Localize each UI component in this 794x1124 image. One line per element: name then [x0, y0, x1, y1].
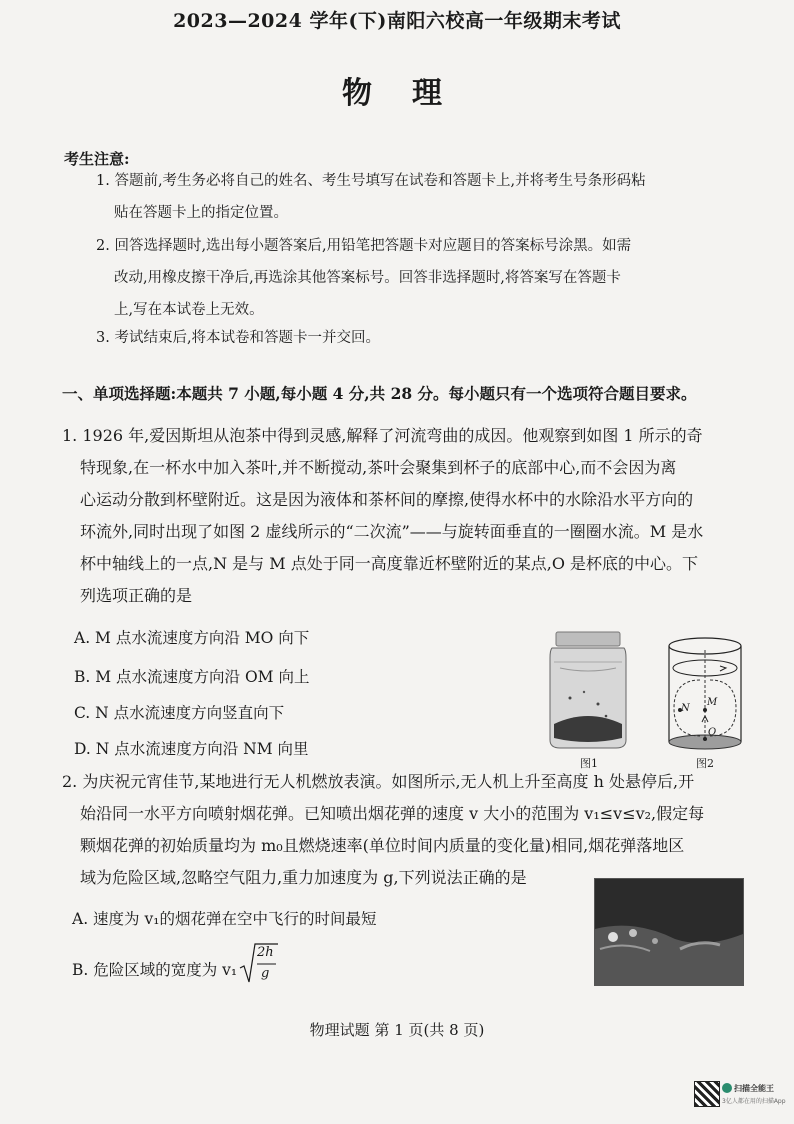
notice-item: 改动,用橡皮擦干净后,再选涂其他答案标号。回答非选择题时,将答案写在答题卡: [114, 270, 621, 286]
notice-item: 3. 考试结束后,将本试卷和答题卡一并交回。: [96, 330, 381, 346]
figure-2-label-o: O: [708, 727, 717, 738]
subject-title: 物理: [342, 76, 482, 111]
scanner-app-sub: 3亿人都在用的扫描App: [722, 1098, 786, 1105]
scanner-app-name: 扫描全能王: [734, 1084, 774, 1093]
qr-code-icon: [694, 1081, 720, 1107]
figure-1-label: 图1: [580, 757, 598, 770]
figure-1-tea-jar: [540, 628, 636, 752]
sqrt-numerator: 2h: [257, 945, 274, 960]
exam-title: 2023—2024 学年(下)南阳六校高一年级期末考试: [173, 10, 621, 32]
q1-line: 1. 1926 年,爱因斯坦从泡茶中得到灵感,解释了河流弯曲的成因。他观察到如图 1 所示的奇: [62, 426, 703, 445]
q2-line: 域为危险区域,忽略空气阻力,重力加速度为 g,下列说法正确的是: [80, 868, 527, 887]
q1-line: 杯中轴线上的一点,N 是与 M 点处于同一高度靠近杯壁附近的某点,O 是杯底的中心。下: [80, 554, 699, 573]
figure-2-label-m: M: [707, 697, 718, 708]
q2-line: 始沿同一水平方向喷射烟花弹。已知喷出烟花弹的速度 v 大小的范围为 v₁≤v≤v₂,假定每: [80, 804, 705, 823]
page-footer: 物理试题 第 1 页(共 8 页): [309, 1021, 485, 1039]
q1-line: 列选项正确的是: [80, 586, 193, 605]
figure-2-cup-diagram: [660, 636, 750, 754]
scanner-logo-icon: [722, 1083, 732, 1093]
notice-item: 上,写在本试卷上无效。: [114, 302, 264, 318]
q1-line: 特现象,在一杯水中加入茶叶,并不断搅动,茶叶会聚集到杯子的底部中心,而不会因为离: [80, 458, 677, 477]
q2-option-b: [72, 958, 237, 980]
sqrt-expression: [238, 942, 278, 986]
notice-heading: 考生注意:: [64, 150, 130, 168]
fireworks-drone-photo: [594, 878, 744, 986]
q1-option-b: B. M 点水流速度方向沿 OM 向上: [74, 668, 310, 686]
q2-option-b-prefix: B. 危险区域的宽度为 v₁: [72, 961, 238, 979]
scanner-watermark: [694, 1081, 790, 1109]
q1-option-a: A. M 点水流速度方向沿 MO 向下: [74, 629, 310, 647]
notice-item: 贴在答题卡上的指定位置。: [114, 205, 288, 221]
notice-item: 2. 回答选择题时,选出每小题答案后,用铅笔把答题卡对应题目的答案标号涂黑。如需: [96, 238, 632, 254]
q2-line: 2. 为庆祝元宵佳节,某地进行无人机燃放表演。如图所示,无人机上升至高度 h 处悬停后,开: [62, 772, 695, 791]
q1-option-c: C. N 点水流速度方向竖直向下: [74, 704, 285, 722]
q2-option-a: A. 速度为 v₁的烟花弹在空中飞行的时间最短: [72, 910, 377, 928]
q1-option-d: D. N 点水流速度方向沿 NM 向里: [74, 740, 309, 758]
q1-line: 心运动分散到杯壁附近。这是因为液体和茶杯间的摩擦,使得水杯中的水除沿水平方向的: [80, 490, 694, 509]
notice-item: 1. 答题前,考生务必将自己的姓名、考生号填写在试卷和答题卡上,并将考生号条形码粘: [96, 173, 646, 189]
figure-2-label-n: N: [681, 703, 690, 714]
q2-line: 颗烟花弹的初始质量均为 m₀且燃烧速率(单位时间内质量的变化量)相同,烟花弹落地区: [80, 836, 685, 855]
figure-2-label: 图2: [696, 757, 714, 770]
section-heading: 一、单项选择题:本题共 7 小题,每小题 4 分,共 28 分。每小题只有一个选项符合题目要求。: [62, 384, 697, 403]
sqrt-denominator: g: [261, 966, 270, 981]
q1-line: 环流外,同时出现了如图 2 虚线所示的“二次流”——与旋转面垂直的一圈圈水流。M 是水: [80, 522, 704, 541]
